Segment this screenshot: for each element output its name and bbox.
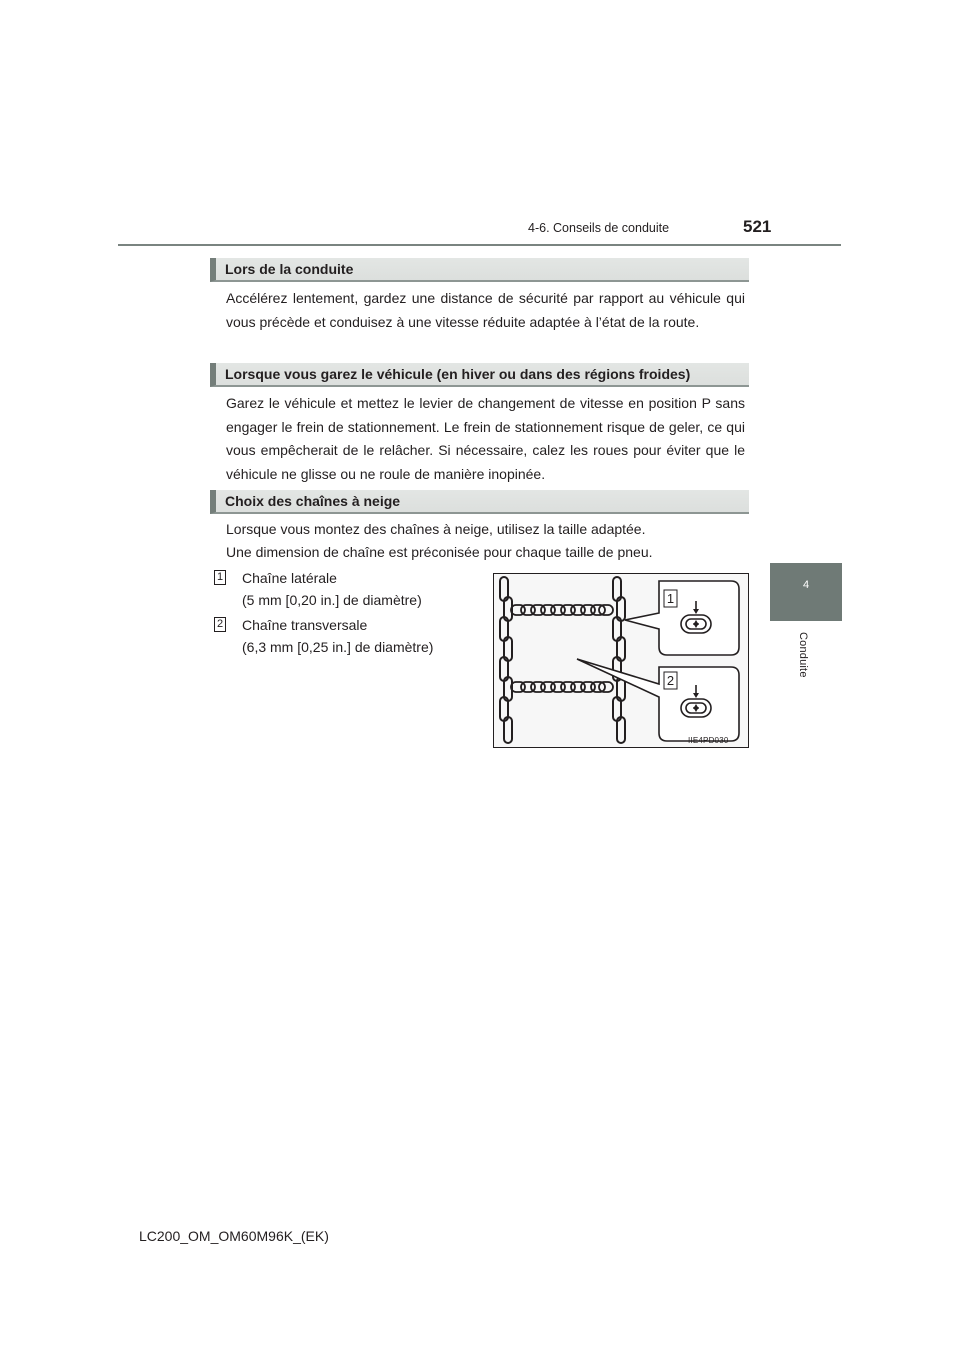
document-code: LC200_OM_OM60M96K_(EK)	[139, 1228, 329, 1244]
section-text-parking: Garez le véhicule et mettez le levier de changement de vitesse en position P sans engager le frein de stationnement. Le frein de stationnement risque de geler, ce qui vous empêcherait de le relâcher. Si nécessaire, calez les roues pour éviter que le véhicule ne glisse ou ne roule de manière inopinée.	[226, 395, 745, 482]
section-title: 4-6. Conseils de conduite	[528, 221, 670, 235]
snow-chain-text-line: Lorsque vous montez des chaînes à neige, utilisez la taille adaptée.	[226, 521, 646, 537]
chapter-number: 4	[802, 579, 810, 591]
section-heading-text: Lorsque vous garez le véhicule (en hiver ou dans des régions froides)	[225, 366, 691, 382]
figure-callout-2: 2	[666, 673, 675, 688]
item-cross-chain-label: Chaîne transversale	[242, 617, 368, 633]
section-heading-driving	[210, 258, 749, 282]
header-divider	[118, 244, 841, 246]
snow-chain-illustration	[493, 573, 749, 748]
section-heading-text: Lors de la conduite	[225, 261, 354, 277]
section-text-driving: Accélérez lentement, gardez une distance de sécurité par rapport au véhicule qui vous précède et conduisez à une vitesse réduite adaptée à l’état de la route.	[226, 290, 745, 330]
item-number-badge: 2	[214, 617, 226, 632]
item-side-chain-label: Chaîne latérale	[242, 570, 337, 586]
figure-code: IIE4PD030	[688, 736, 729, 745]
page-number: 521	[743, 217, 772, 236]
item-number-badge: 1	[214, 570, 226, 585]
chapter-tab	[770, 563, 842, 621]
snow-chain-text-line: Une dimension de chaîne est préconisée pour chaque taille de pneu.	[226, 544, 653, 560]
item-cross-chain-diameter: (6,3 mm [0,25 in.] de diamètre)	[242, 639, 434, 655]
section-heading-parking	[210, 363, 749, 387]
section-heading-snow-chains	[210, 490, 749, 514]
chapter-label: Conduite	[797, 632, 809, 678]
figure-callout-1: 1	[666, 591, 675, 606]
section-heading-text: Choix des chaînes à neige	[225, 493, 401, 509]
item-side-chain-diameter: (5 mm [0,20 in.] de diamètre)	[242, 592, 422, 608]
